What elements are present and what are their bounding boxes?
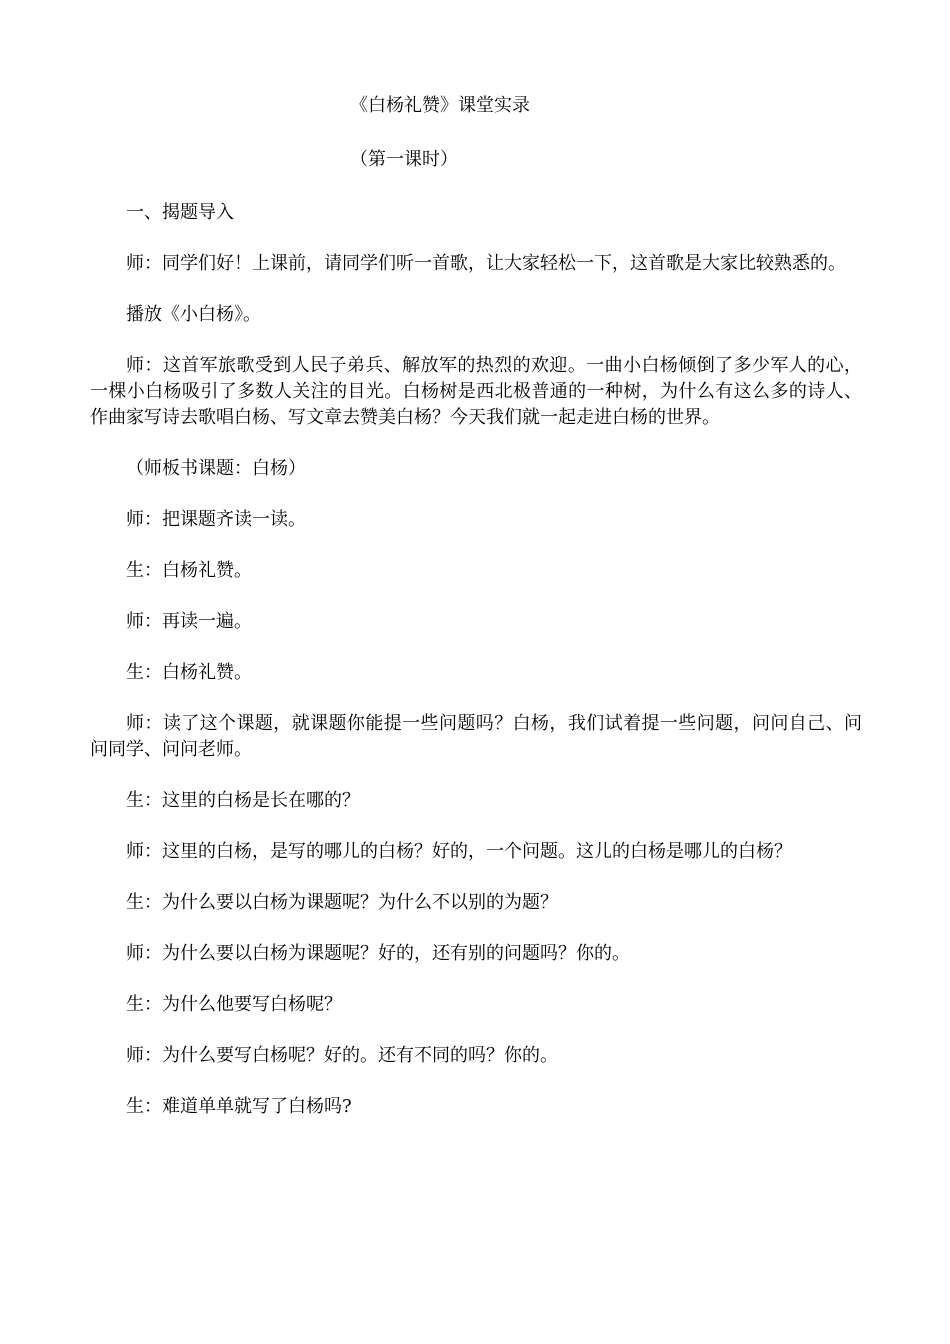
- paragraph: 师：读了这个课题，就课题你能提一些问题吗？白杨，我们试着提一些问题，问问自己、问问同学、问问老师。: [90, 713, 862, 760]
- document-title-text: 《白杨礼赞》课堂实录: [350, 95, 530, 116]
- paragraph: 师：这首军旅歌受到人民子弟兵、解放军的热烈的欢迎。一曲小白杨倾倒了多少军人的心，一棵小白杨吸引了多数人关注的目光。白杨树是西北极普通的一种树，为什么有这么多的诗人、作曲家写诗去歌唱白杨、写文章去赞美白杨？今天我们就一起走进白杨的世界。: [90, 355, 862, 428]
- paragraph: 师：同学们好！上课前，请同学们听一首歌，让大家轻松一下，这首歌是大家比较熟悉的。: [126, 253, 846, 274]
- paragraph: 生：白杨礼赞。: [126, 560, 252, 581]
- paragraph: 师：为什么要以白杨为课题呢？好的，还有别的问题吗？你的。: [126, 943, 630, 964]
- paragraph: 播放《小白杨》。: [126, 304, 261, 325]
- paragraph: （师板书课题：白杨）: [126, 458, 306, 479]
- paragraph: 生：为什么要以白杨为课题呢？为什么不以别的为题？: [126, 892, 558, 913]
- document-body: [90, 200, 862, 1145]
- paragraph: 生：这里的白杨是长在哪的？: [126, 790, 360, 811]
- document-title: [0, 94, 950, 118]
- section-heading: 一、揭题导入: [126, 202, 234, 223]
- paragraph: 师：这里的白杨，是写的哪儿的白杨？好的，一个问题。这儿的白杨是哪儿的白杨？: [126, 841, 792, 862]
- paragraph: 生：为什么他要写白杨呢？: [126, 994, 342, 1015]
- paragraph: 师：为什么要写白杨呢？好的。还有不同的吗？你的。: [126, 1045, 558, 1066]
- paragraph: 生：白杨礼赞。: [126, 662, 252, 683]
- paragraph: 师：把课题齐读一读。: [126, 509, 306, 530]
- paragraph: 生：难道单单就写了白杨吗?: [126, 1096, 352, 1117]
- document-subtitle: （第一课时）: [350, 149, 458, 170]
- paragraph: 师：再读一遍。: [126, 611, 252, 632]
